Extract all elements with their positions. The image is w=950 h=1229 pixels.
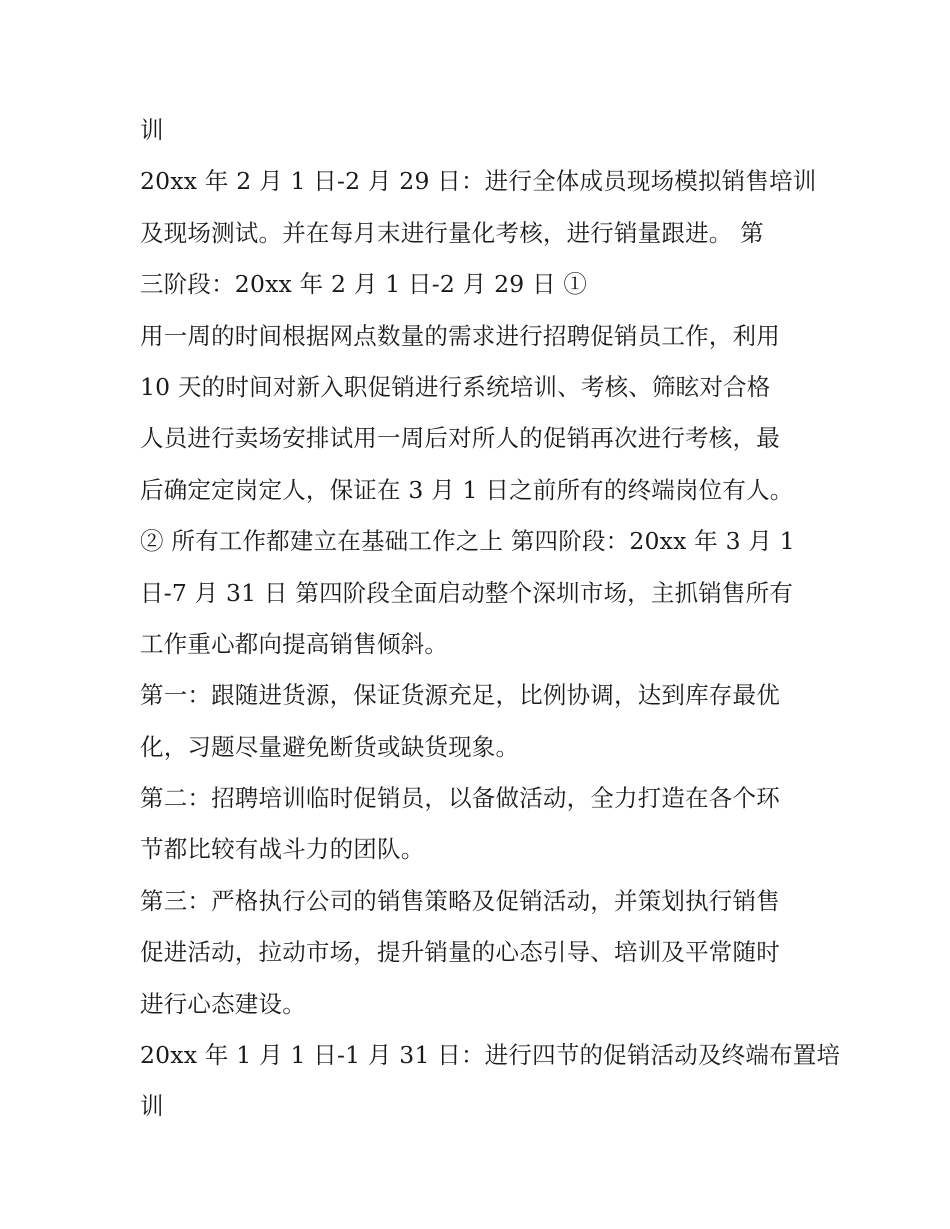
text-line: 化，习题尽量避免断货或缺货现象。 — [140, 732, 520, 761]
text-line: 促进活动，拉动市场，提升销量的心态引导、培训及平常随时 — [140, 938, 780, 967]
text-line: 及现场测试。并在每月末进行量化考核，进行销量跟进。 第 — [140, 218, 764, 247]
text-line: 人员进行卖场安排试用一周后对所人的促销再次进行考核，最 — [140, 424, 780, 453]
text-line: 工作重心都向提高销售倾斜。 — [140, 629, 449, 658]
text-line: 20xx 年 2 月 1 日-2 月 29 日：进行全体成员现场模拟销售培训 — [140, 167, 817, 196]
text-line: 用一周的时间根据网点数量的需求进行招聘促销员工作，利用 — [140, 321, 780, 350]
text-line: 训 — [140, 116, 164, 144]
text-line: 20xx 年 1 月 1 日-1 月 31 日：进行四节的促销活动及终端布置培 — [140, 1041, 841, 1070]
text-line: 第二：招聘培训临时促销员，以备做活动，全力打造在各个环 — [140, 784, 780, 813]
document-body — [140, 109, 841, 1137]
text-line: ② 所有工作都建立在基础工作之上 第四阶段：20xx 年 3 月 1 — [140, 527, 795, 556]
text-line: 进行心态建设。 — [140, 989, 306, 1018]
text-line: 第一：跟随进货源，保证货源充足，比例协调，达到库存最优 — [140, 681, 780, 710]
text-line: 训 — [140, 1092, 164, 1121]
text-line: 节都比较有战斗力的团队。 — [140, 835, 425, 864]
text-line: 第三：严格执行公司的销售策略及促销活动，并策划执行销售 — [140, 886, 780, 915]
text-line: 日-7 月 31 日 第四阶段全面启动整个深圳市场，主抓销售所有 — [140, 578, 794, 607]
text-line: 三阶段：20xx 年 2 月 1 日-2 月 29 日 ① — [140, 270, 588, 299]
text-line: 10 天的时间对新入职促销进行系统培训、考核、筛眩对合格 — [140, 372, 771, 401]
text-line: 后确定定岗定人，保证在 3 月 1 日之前所有的终端岗位有人。 — [140, 475, 794, 504]
